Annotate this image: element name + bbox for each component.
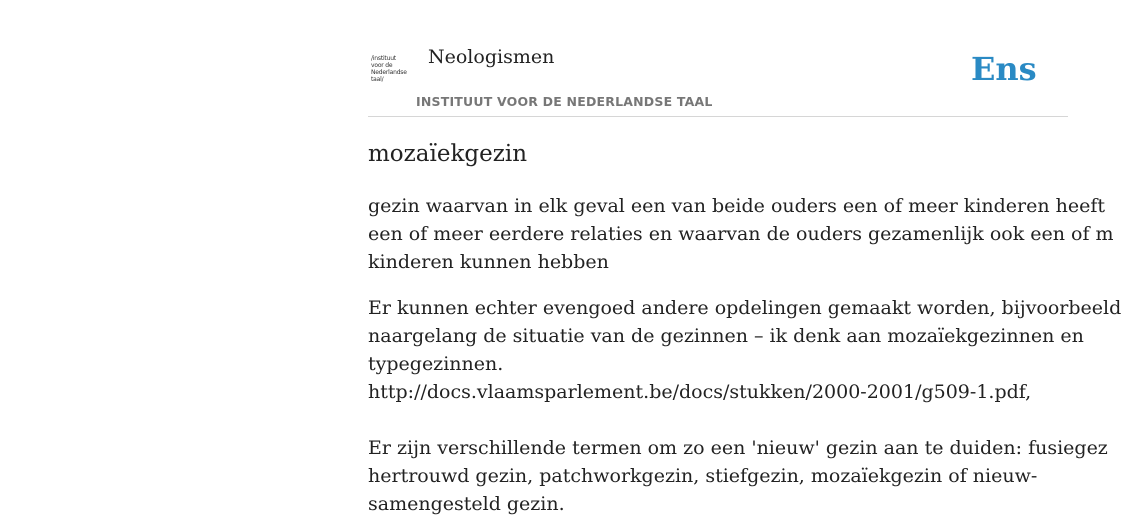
quote-line: naargelang de situatie van de gezinnen – ik denk aan mozaïekgezinnen en: [368, 325, 1084, 347]
entry-term: mozaïekgezin: [368, 141, 528, 167]
entry-definition: [368, 192, 1128, 276]
quote-line: samengesteld gezin.: [368, 493, 565, 515]
site-subtitle: INSTITUUT VOOR DE NEDERLANDSE TAAL: [416, 94, 713, 109]
quote-line: typegezinnen.: [368, 353, 504, 375]
language-switch-link[interactable]: Ens: [971, 50, 1037, 88]
site-header: [368, 40, 1068, 117]
definition-line: een of meer eerdere relaties en waarvan de ouders gezamenlijk ook een of m: [368, 223, 1114, 245]
citation-source-link[interactable]: http://docs.vlaamsparlement.be/docs/stukken/2000-2001/g509-1.pdf,: [368, 381, 1032, 403]
quote-line: hertrouwd gezin, patchworkgezin, stiefgezin, mozaïekgezin of nieuw-: [368, 465, 1038, 487]
logo-line: Nederlandse: [371, 69, 407, 76]
site-title[interactable]: Neologismen: [428, 46, 555, 68]
definition-line: gezin waarvan in elk geval een van beide ouders een of meer kinderen heeft: [368, 195, 1106, 217]
institute-logo[interactable]: [371, 55, 415, 91]
definition-line: kinderen kunnen hebben: [368, 251, 609, 273]
quote-line: Er zijn verschillende termen om zo een 'nieuw' gezin aan te duiden: fusiegez: [368, 437, 1108, 459]
logo-line: taal/: [371, 76, 384, 83]
logo-line: voor de: [371, 62, 393, 69]
quote-line: Er kunnen echter evengoed andere opdelingen gemaakt worden, bijvoorbeeld: [368, 297, 1122, 319]
quote-spacer: [368, 406, 1128, 434]
logo-line: /instituut: [371, 55, 396, 62]
entry-content: [368, 136, 1128, 518]
citation-quote: [368, 294, 1128, 518]
